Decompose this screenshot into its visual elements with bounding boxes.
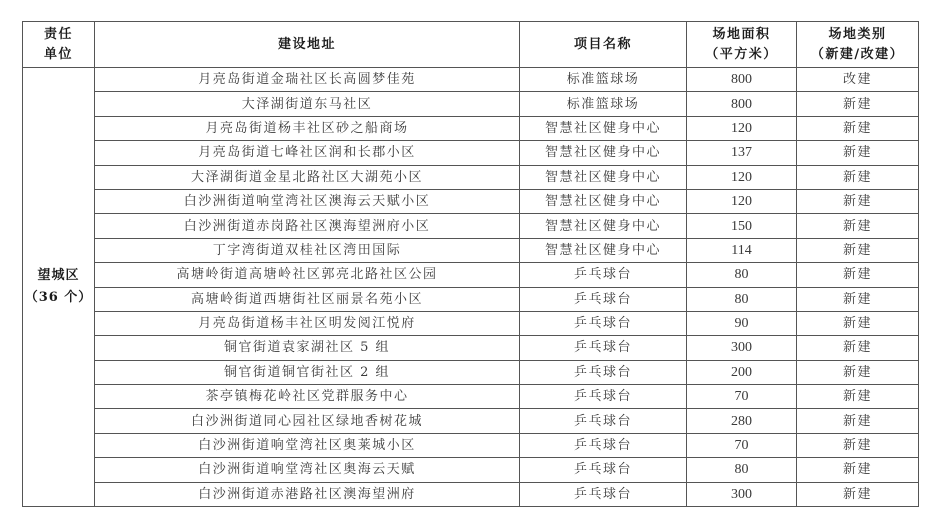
type-cell: 新建 [797, 287, 919, 311]
header-area-line-1: 场地面积 [712, 26, 771, 42]
project-cell: 智慧社区健身中心 [520, 189, 687, 213]
project-cell: 乒乓球台 [520, 287, 687, 311]
project-cell: 智慧社区健身中心 [520, 141, 687, 165]
type-cell: 新建 [797, 189, 919, 213]
address-cell: 高塘岭街道西塘街社区丽景名苑小区 [95, 287, 520, 311]
table-row [23, 68, 919, 92]
area-cell: 200 [687, 360, 797, 384]
type-cell: 新建 [797, 141, 919, 165]
table-row [23, 165, 919, 189]
type-cell: 新建 [797, 263, 919, 287]
type-cell: 新建 [797, 336, 919, 360]
project-cell: 智慧社区健身中心 [520, 238, 687, 262]
venue-construction-table [22, 21, 919, 507]
address-cell: 铜官街道袁家湖社区 5 组 [95, 336, 520, 360]
project-cell: 乒乓球台 [520, 336, 687, 360]
address-cell: 大泽湖街道金星北路社区大湖苑小区 [95, 165, 520, 189]
unit-name: 望城区 [37, 268, 80, 284]
area-cell: 150 [687, 214, 797, 238]
area-cell: 120 [687, 165, 797, 189]
header-type-line-1: 场地类别 [828, 26, 887, 42]
address-cell: 白沙洲街道同心园社区绿地香树花城 [95, 409, 520, 433]
address-cell: 月亮岛街道杨丰社区明发阅江悦府 [95, 311, 520, 335]
responsible-unit-cell [23, 68, 95, 507]
area-cell: 800 [687, 68, 797, 92]
project-cell: 标准篮球场 [520, 92, 687, 116]
project-cell: 乒乓球台 [520, 458, 687, 482]
address-cell: 白沙洲街道赤港路社区澳海望洲府 [95, 482, 520, 506]
type-cell: 新建 [797, 409, 919, 433]
header-responsible-unit [23, 22, 95, 68]
address-cell: 月亮岛街道金瑞社区长高圆梦佳苑 [95, 68, 520, 92]
address-cell: 白沙洲街道响堂湾社区澳海云天赋小区 [95, 189, 520, 213]
area-cell: 80 [687, 263, 797, 287]
address-cell: 白沙洲街道响堂湾社区奥莱城小区 [95, 433, 520, 457]
project-cell: 智慧社区健身中心 [520, 214, 687, 238]
header-area [687, 22, 797, 68]
project-cell: 智慧社区健身中心 [520, 116, 687, 140]
table-row [23, 482, 919, 506]
area-cell: 300 [687, 336, 797, 360]
type-cell: 新建 [797, 92, 919, 116]
unit-count: （36 个） [24, 290, 93, 306]
area-cell: 90 [687, 311, 797, 335]
area-cell: 137 [687, 141, 797, 165]
table-row [23, 433, 919, 457]
table-body [23, 68, 919, 507]
table-row [23, 458, 919, 482]
type-cell: 新建 [797, 385, 919, 409]
table-row [23, 263, 919, 287]
type-cell: 新建 [797, 238, 919, 262]
area-cell: 280 [687, 409, 797, 433]
project-cell: 乒乓球台 [520, 360, 687, 384]
project-cell: 乒乓球台 [520, 433, 687, 457]
address-cell: 大泽湖街道东马社区 [95, 92, 520, 116]
type-cell: 新建 [797, 482, 919, 506]
address-cell: 高塘岭街道高塘岭社区郭亮北路社区公园 [95, 263, 520, 287]
type-cell: 新建 [797, 360, 919, 384]
header-area-line-2: （平方米） [705, 46, 778, 62]
address-cell: 丁字湾街道双桂社区湾田国际 [95, 238, 520, 262]
table-row [23, 92, 919, 116]
type-cell: 新建 [797, 214, 919, 238]
address-cell: 月亮岛街道七峰社区润和长郡小区 [95, 141, 520, 165]
project-cell: 标准篮球场 [520, 68, 687, 92]
type-cell: 新建 [797, 458, 919, 482]
project-cell: 乒乓球台 [520, 311, 687, 335]
address-cell: 茶亭镇梅花岭社区党群服务中心 [95, 385, 520, 409]
project-cell: 乒乓球台 [520, 263, 687, 287]
header-unit-line-2: 单位 [43, 46, 73, 62]
header-address: 建设地址 [95, 22, 520, 68]
table-row [23, 189, 919, 213]
type-cell: 新建 [797, 116, 919, 140]
project-cell: 乒乓球台 [520, 409, 687, 433]
area-cell: 70 [687, 433, 797, 457]
document-page [22, 21, 918, 507]
header-unit-line-1: 责任 [43, 26, 73, 42]
table-row [23, 385, 919, 409]
type-cell: 改建 [797, 68, 919, 92]
table-row [23, 336, 919, 360]
project-cell: 乒乓球台 [520, 482, 687, 506]
area-cell: 114 [687, 238, 797, 262]
area-cell: 800 [687, 92, 797, 116]
area-cell: 80 [687, 287, 797, 311]
area-cell: 80 [687, 458, 797, 482]
area-cell: 70 [687, 385, 797, 409]
table-row [23, 141, 919, 165]
table-row [23, 409, 919, 433]
table-row [23, 116, 919, 140]
header-type-line-2: （新建/改建） [810, 46, 905, 62]
table-row [23, 360, 919, 384]
address-cell: 白沙洲街道赤岗路社区澳海望洲府小区 [95, 214, 520, 238]
address-cell: 铜官街道铜官街社区 2 组 [95, 360, 520, 384]
area-cell: 120 [687, 189, 797, 213]
type-cell: 新建 [797, 165, 919, 189]
area-cell: 300 [687, 482, 797, 506]
header-type [797, 22, 919, 68]
address-cell: 月亮岛街道杨丰社区砂之船商场 [95, 116, 520, 140]
table-row [23, 214, 919, 238]
table-row [23, 311, 919, 335]
header-row [23, 22, 919, 68]
type-cell: 新建 [797, 311, 919, 335]
project-cell: 乒乓球台 [520, 385, 687, 409]
address-cell: 白沙洲街道响堂湾社区奥海云天赋 [95, 458, 520, 482]
type-cell: 新建 [797, 433, 919, 457]
table-row [23, 287, 919, 311]
area-cell: 120 [687, 116, 797, 140]
project-cell: 智慧社区健身中心 [520, 165, 687, 189]
table-row [23, 238, 919, 262]
header-project-name: 项目名称 [520, 22, 687, 68]
